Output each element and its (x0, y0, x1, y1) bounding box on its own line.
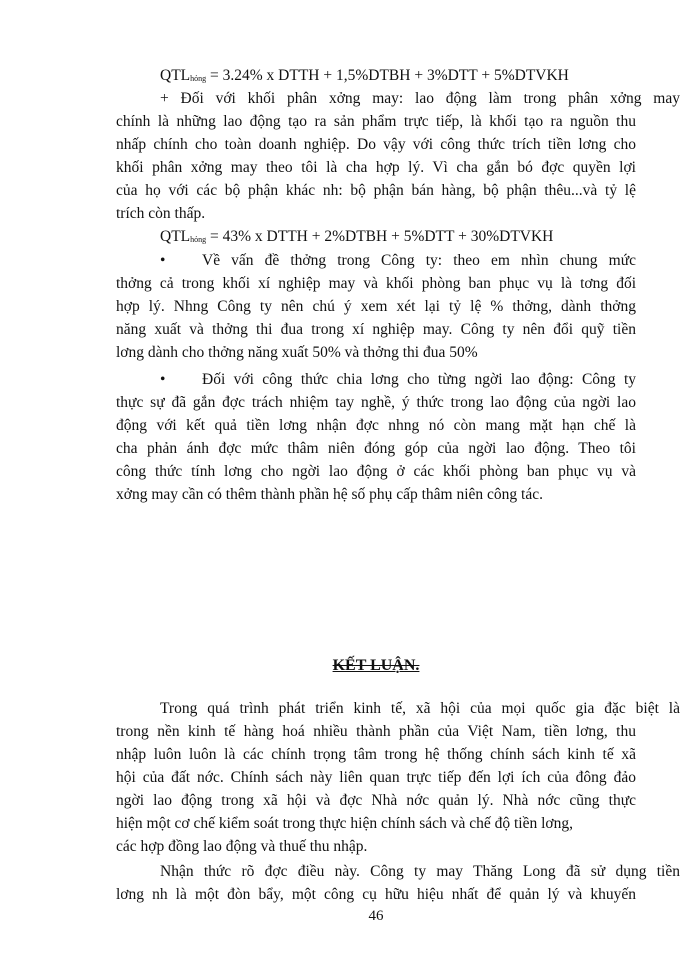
formula-rhs: = 43% x DTTH + 2%DTBH + 5%DTT + 30%DTVKH (206, 228, 554, 245)
paragraph-line: lơng nh là một đòn bẩy, một công cụ hữu hiệu nhất để quản lý và khuyến (116, 886, 636, 903)
paragraph-line: công thức tính lơng cho ngời lao động ở các khối phòng ban phục vụ và (116, 463, 636, 480)
bullet-item-1 (116, 251, 636, 271)
page-number: 46 (368, 908, 384, 924)
bullet-icon: • (160, 252, 166, 269)
paragraph-line: trong nền kinh tế hàng hoá nhiều thành phần của Việt Nam, tiền lơng, thu (116, 723, 636, 740)
paragraph-line: cha phản ánh đợc mức thâm niên đóng góp của ngời lao động. Theo tôi (116, 440, 636, 457)
paragraph-line: trích còn thấp. (116, 205, 206, 222)
formula-subscript: hỏng (190, 74, 207, 83)
formula-2 (116, 227, 680, 250)
formula-1 (116, 66, 680, 89)
formula-rhs: = 3.24% x DTTH + 1,5%DTBH + 3%DTT + 5%DTVKH (206, 67, 569, 84)
formula-lhs: QTL (160, 228, 191, 245)
formula-lhs: QTL (160, 67, 191, 84)
paragraph-line: xởng may cần có thêm thành phần hệ số phụ cấp thâm niên công tác. (116, 486, 543, 503)
paragraph-line: ngời lao động trong xã hội và đợc Nhà nớc quản lý. Nhà nớc cũng thực (116, 792, 636, 809)
paragraph-line: nhấp chính cho toàn doanh nghiệp. Do vậy với công thức trích tiền lơng cho (116, 136, 636, 153)
paragraph-line: Trong quá trình phát triển kinh tế, xã hội của mọi quốc gia đặc biệt là (160, 700, 680, 717)
paragraph-line: động với kết quả tiền lơng nhận đợc nhng nó còn mang mặt hạn chế là (116, 417, 636, 434)
formula-subscript: hỏng (190, 235, 207, 244)
paragraph-line: khối phân xởng may theo tôi là cha hợp lý. Vì cha gắn bó đợc quyền lợi (116, 159, 636, 176)
paragraph-line: hợp lý. Nhng Công ty nên chú ý xem xét lại tỷ lệ % thởng, dành thởng (116, 298, 636, 315)
paragraph-line: thởng cả trong khối xí nghiệp may và khối phòng ban phục vụ là tơng đối (116, 275, 636, 292)
paragraph-line: năng xuất và thởng thi đua trong xí nghiệp may. Công ty nên đổi quỹ tiền (116, 321, 636, 338)
paragraph-line: + Đối với khối phân xởng may: lao động làm trong phân xởng may (160, 90, 680, 107)
paragraph-line: lơng dành cho thởng năng xuất 50% và thởng thi đua 50% (116, 344, 478, 361)
paragraph-line: Đối với công thức chia lơng cho từng ngời lao động: Công ty (202, 371, 636, 388)
paragraph-line: của họ với các bộ phận khác nh: bộ phận bán hàng, bộ phận thêu...và tỷ lệ (116, 182, 636, 199)
conclusion-heading: KẾT LUẬN. (332, 657, 420, 674)
paragraph-line: chính là những lao động tạo ra sản phẩm trực tiếp, là khối tạo ra nguồn thu (116, 113, 636, 130)
paragraph-line: các hợp đồng lao động và thuế thu nhập. (116, 838, 368, 855)
bullet-icon: • (160, 371, 166, 388)
paragraph-line: thực sự đã gắn đợc trách nhiệm tay nghề, ý thức trong lao động của ngời lao (116, 394, 636, 411)
paragraph-line: Về vấn đề thởng trong Công ty: theo em nhìn chung mức (202, 252, 636, 269)
paragraph-line: hiện một cơ chế kiểm soát trong thực hiện chính sách và chế độ tiền lơng, (116, 815, 573, 832)
paragraph-line: nhập luôn luôn là các chính trọng tâm trong hệ thống chính sách kinh tế xã (116, 746, 636, 763)
paragraph-line: hội của đất nớc. Chính sách này liên quan trực tiếp đến lợi ích của đông đảo (116, 769, 636, 786)
bullet-item-2 (116, 370, 636, 390)
paragraph-line: Nhận thức rõ đợc điều này. Công ty may Thăng Long đã sử dụng tiền (160, 863, 680, 880)
